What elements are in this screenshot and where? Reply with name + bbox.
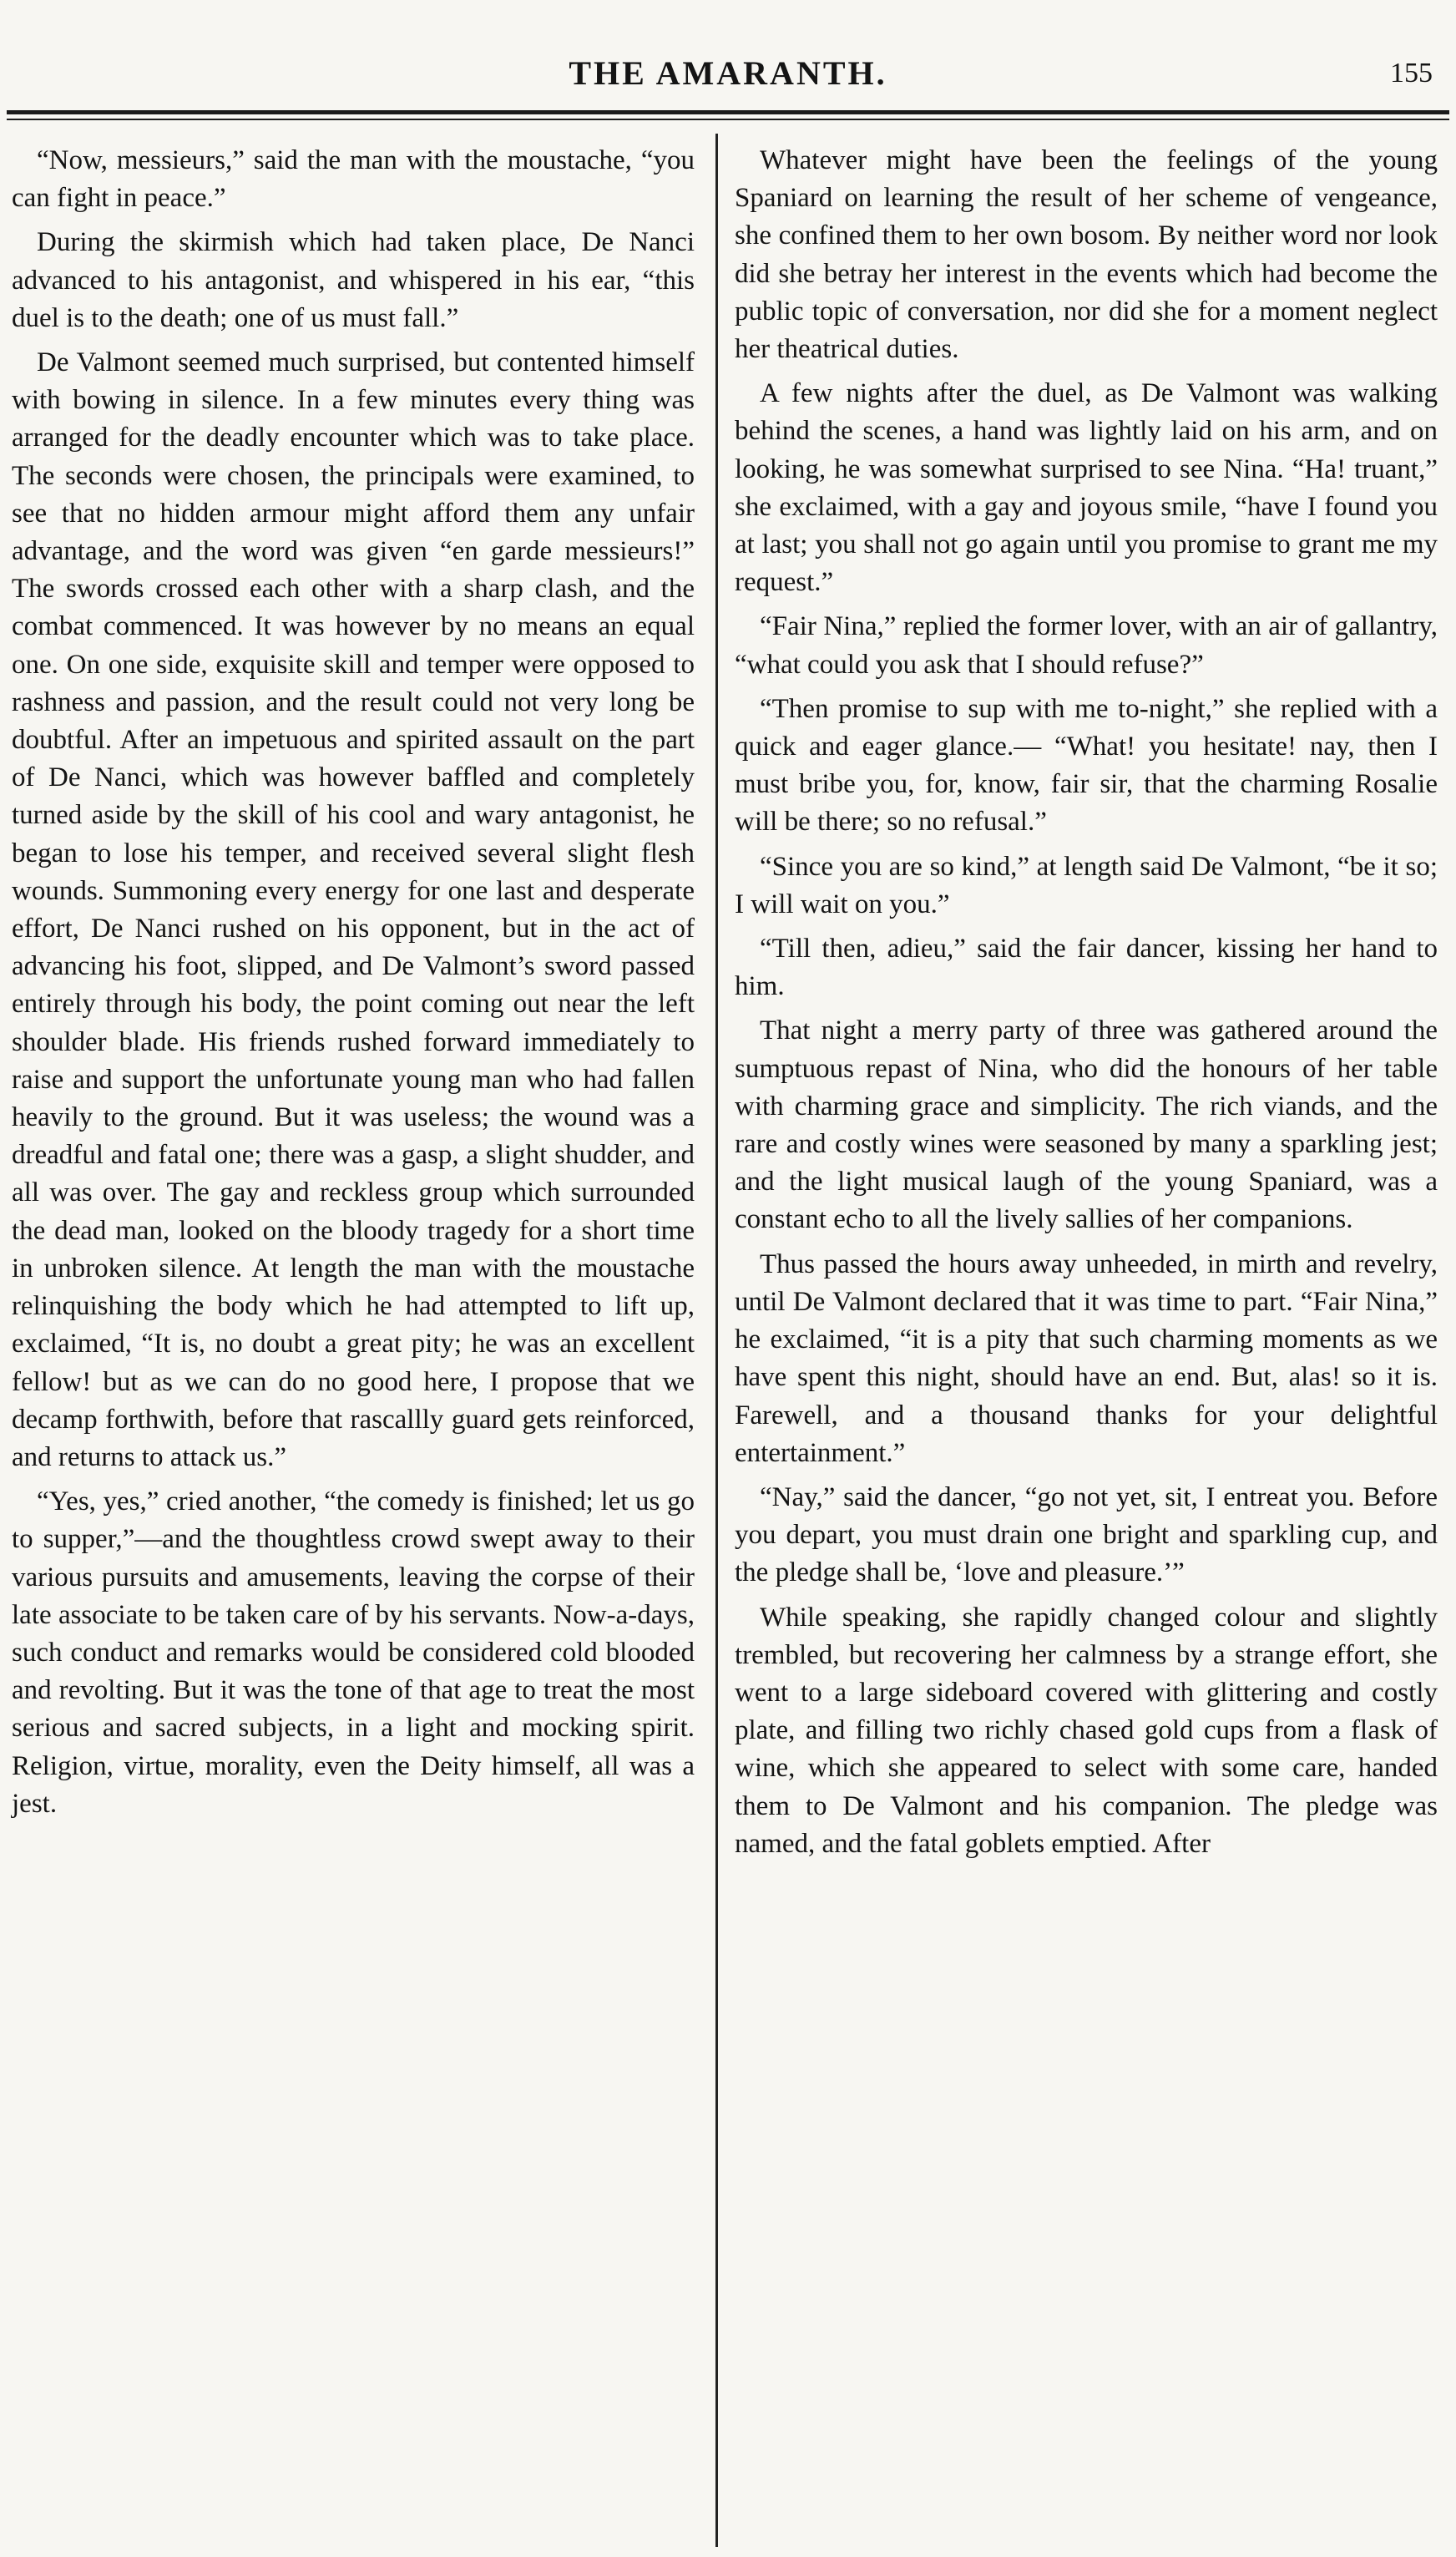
paragraph: “Now, messieurs,” said the man with the moustache, “you can fight in peace.” — [12, 145, 695, 214]
paragraph: A few nights after the duel, as De Valmont was walking behind the scenes, a hand was lightly laid on his arm, and on looking, he was somewhat surprised to see Nina. “Ha! truant,” she exclaimed, with a gay and joyous smile, “have I found you at last; you shall not go again until you promise to grant me my request.” — [735, 378, 1438, 598]
paragraph: That night a merry party of three was gathered around the sumptuous repast of Nina, who did the honours of her table with charming grace and simplicity. The rich viands, and the rare and costly wines were seasoned by many a sparkling jest; and the light musical laugh of the young Spaniard, was a constant echo to all the lively sallies of her companions. — [735, 1015, 1438, 1235]
paragraph: “Nay,” said the dancer, “go not yet, sit, I entreat you. Before you depart, you must drain one bright and sparkling cup, and the pledge shall be, ‘love and pleasure.’” — [735, 1481, 1438, 1588]
paragraph: De Valmont seemed much surprised, but contented himself with bowing in silence. In a few minutes every thing was arranged for the deadly encounter which was to take place. The seconds were chosen, the principals were examined, to see that no hidden armour might afford them any unfair advantage, and the word was given “en garde messieurs!” The swords crossed each other with a sharp clash, and the combat commenced. It was however by no means an equal one. On one side, exquisite skill and temper were opposed to rashness and passion, and the result could not very long be doubtful. After an impetuous and spirited assault on the part of De Nanci, which was however baffled and completely turned aside by the skill of his cool and wary antagonist, he began to lose his temper, and received several slight flesh wounds. Summoning every energy for one last and desperate effort, De Nanci rushed on his opponent, but in the act of advancing his foot, slipped, and De Valmont’s sword passed entirely through his body, the point coming out near the left shoulder blade. His friends rushed forward immediately to raise and support the unfortunate young man who had fallen heavily to the ground. But it was useless; the wound was a dreadful and fatal one; there was a gasp, a slight shudder, and all was over. The gay and reckless group which surrounded the dead man, looked on the bloody tragedy for a short time in unbroken silence. At length the man with the moustache relinquishing the body which he had attempted to lift up, exclaimed, “It is, no doubt a great pity; he was an excellent fellow! but as we can do no good here, I propose that we decamp forthwith, before that rascallly guard gets reinforced, and returns to attack us.” — [12, 347, 695, 1472]
page-header — [0, 48, 1456, 99]
header-rule-thin — [7, 119, 1449, 120]
paragraph: “Since you are so kind,” at length said De Valmont, “be it so; I will wait on you.” — [735, 851, 1438, 919]
paragraph: While speaking, she rapidly changed colour and slightly trembled, but recovering her calmness by a strange effort, she went to a large sideboard covered with glittering and costly plate, and filling two richly chased gold cups from a flask of wine, which she appeared to select with some care, handed them to De Valmont and his companion. The pledge was named, and the fatal goblets emptied. After — [735, 1602, 1438, 1859]
header-rule-thick — [7, 110, 1449, 114]
paragraph: Thus passed the hours away unheeded, in mirth and revelry, until De Valmont declared that it was time to part. “Fair Nina,” he exclaimed, “it is a pity that such charming moments as we have spent this night, should have an end. But, alas! so it is. Farewell, and a thousand thanks for your delightful entertainment.” — [735, 1248, 1438, 1468]
paragraph: “Till then, adieu,” said the fair dancer, kissing her hand to him. — [735, 934, 1438, 1002]
paragraph: “Then promise to sup with me to-night,” she replied with a quick and eager glance.— “What! you hesitate! nay, then I must bribe you, for, know, fair sir, that the charming Rosalie will be there; so no refusal.” — [735, 693, 1438, 838]
paragraph: “Fair Nina,” replied the former lover, with an air of gallantry, “what could you ask that I should refuse?” — [735, 611, 1438, 680]
running-title: THE AMARANTH. — [569, 54, 887, 92]
paragraph: Whatever might have been the feelings of the young Spaniard on learning the result of her scheme of vengeance, she confined them to her own bosom. By neither word nor look did she betray her interest in the events which had become the public topic of conversation, nor did she for a moment neglect her theatrical duties. — [735, 145, 1438, 365]
paragraph: “Yes, yes,” cried another, “the comedy is finished; let us go to supper,”—and the thoughtless crowd swept away to their various pursuits and amusements, leaving the corpse of their late associate to be taken care of by his servants. Now-a-days, such conduct and remarks would be considered cold blooded and revolting. But it was the tone of that age to treat the most serious and sacred subjects, in a light and mocking spirit. Religion, virtue, morality, even the Deity himself, all was a jest. — [12, 1486, 695, 1819]
right-column — [735, 142, 1438, 1870]
left-column — [12, 142, 695, 1830]
page-number: 155 — [1390, 58, 1433, 89]
paragraph: During the skirmish which had taken place, De Nanci advanced to his antagonist, and whispered in his ear, “this duel is to the death; one of us must fall.” — [12, 227, 695, 333]
column-divider — [715, 134, 718, 2547]
